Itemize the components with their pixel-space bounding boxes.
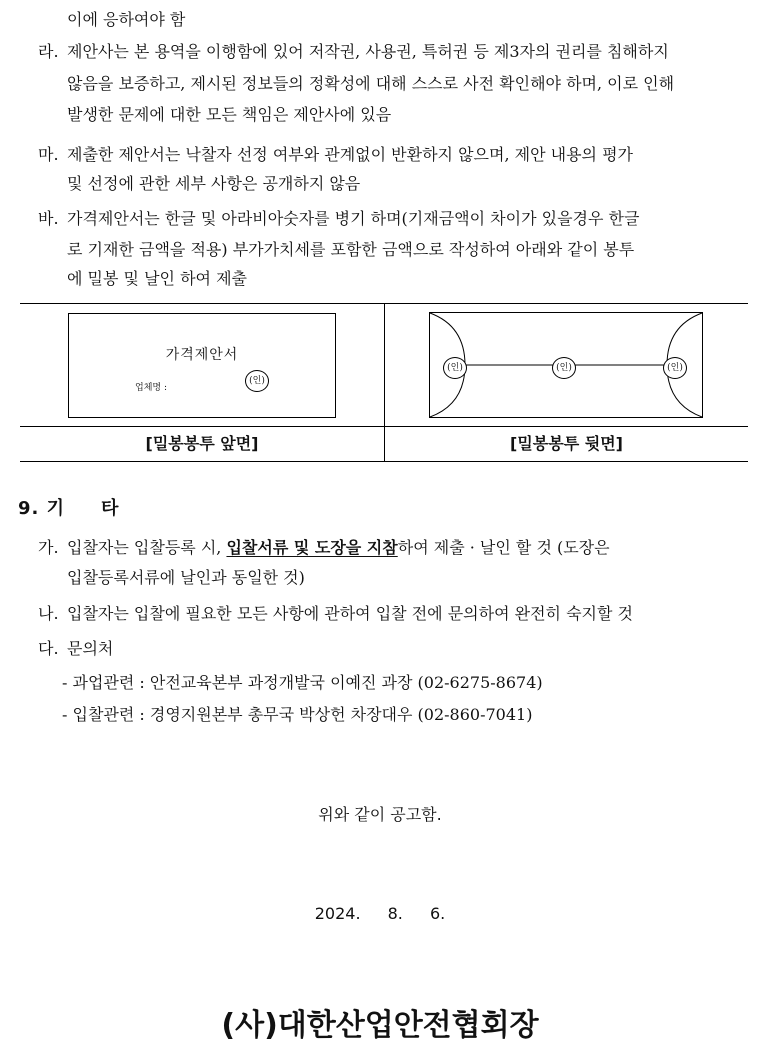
intro-tail: 이에 응하여야 함 [67, 10, 186, 29]
envelope-back-cell [385, 304, 749, 427]
item-da-text: 문의처 [67, 639, 114, 658]
envelope-back-caption: [밀봉봉투 뒷면] [385, 427, 749, 462]
seal-mark-center: (인) [552, 357, 576, 379]
section-9-title-tail: 타 [101, 498, 120, 519]
item-na-marker: 나. [38, 604, 59, 623]
item-ra-marker: 라. [38, 42, 59, 61]
item-ra-line1 [38, 42, 669, 62]
section-9-title [18, 494, 119, 520]
section-9-number: 9. 기 [18, 498, 66, 519]
item-ga-line2: 입찰등록서류에 날인과 동일한 것) [67, 568, 305, 587]
seal-mark-left: (인) [443, 357, 467, 379]
envelope-table [20, 303, 748, 462]
item-na-text: 입찰자는 입찰에 필요한 모든 사항에 관하여 입찰 전에 문의하여 완전히 숙지할 것 [67, 604, 633, 623]
item-ba-line1 [38, 209, 639, 229]
item-ba-text1: 가격제안서는 한글 및 아라비아숫자를 병기 하며(기재금액이 차이가 있을경우 한글 [67, 209, 640, 228]
item-ga-pre: 입찰자는 입찰등록 시, [67, 538, 227, 557]
item-ba-line3: 에 밀봉 및 날인 하여 제출 [67, 269, 247, 288]
item-ma-line1 [38, 145, 633, 165]
item-ma-marker: 마. [38, 145, 59, 164]
item-ga-marker: 가. [38, 538, 59, 557]
envelope-front-box [68, 313, 336, 418]
seal-mark-right: (인) [663, 357, 687, 379]
item-ra-line2: 않음을 보증하고, 제시된 정보들의 정확성에 대해 스스로 사전 확인해야 하며, 이로 인해 [67, 74, 675, 93]
item-ba-marker: 바. [38, 209, 59, 228]
item-da-marker: 다. [38, 639, 59, 658]
item-ga-underline: 입찰서류 및 도장을 지참 [226, 538, 398, 557]
announcement: 위와 같이 공고함. [318, 805, 442, 824]
organization-name: (사)대한산업안전협회장 [221, 1008, 539, 1043]
item-ga-line1 [38, 538, 610, 558]
envelope-front-caption: [밀봉봉투 앞면] [20, 427, 385, 462]
item-ma-text1: 제출한 제안서는 낙찰자 선정 여부와 관계없이 반환하지 않으며, 제안 내용의 평가 [67, 145, 633, 164]
item-ra-text1: 제안사는 본 용역을 이행함에 있어 저작권, 사용권, 특허권 등 제3자의 권리를 침해하지 [67, 42, 669, 61]
company-name-label: 업체명 : [135, 383, 167, 393]
envelope-front-cell [20, 304, 385, 427]
item-na-line [38, 604, 633, 624]
announcement-date: 2024. 8. 6. [314, 904, 446, 923]
envelope-front-title: 가격제안서 [165, 347, 239, 363]
seal-mark: (인) [245, 370, 269, 392]
item-ra-line3: 발생한 문제에 대한 모든 책임은 제안사에 있음 [67, 105, 392, 124]
item-ga-post: 하여 제출 · 날인 할 것 (도장은 [397, 538, 610, 557]
contact-project: - 과업관련 : 안전교육본부 과정개발국 이예진 과장 (02-6275-8674) [62, 673, 543, 692]
item-da-line [38, 639, 113, 659]
item-ba-line2: 로 기재한 금액을 적용) 부가가치세를 포함한 금액으로 작성하여 아래와 같이 봉투 [67, 240, 635, 259]
item-ma-line2: 및 선정에 관한 세부 사항은 공개하지 않음 [67, 174, 361, 193]
contact-bid: - 입찰관련 : 경영지원본부 총무국 박상헌 차장대우 (02-860-7041) [62, 705, 533, 724]
